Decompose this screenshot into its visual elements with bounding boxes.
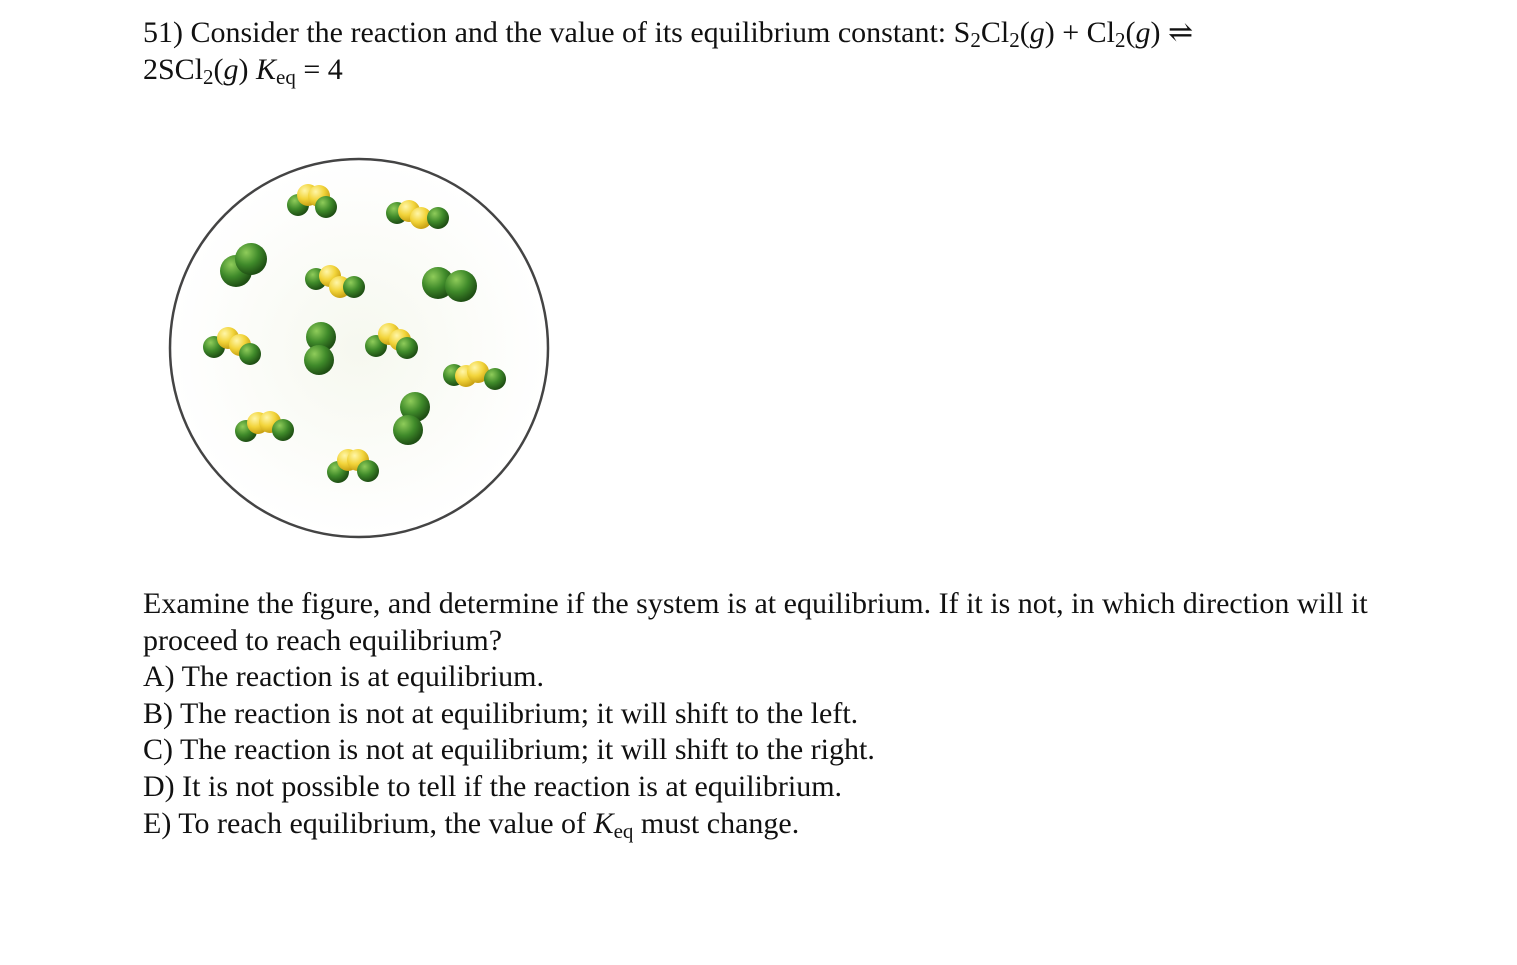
answer-option-a[interactable]: A) The reaction is at equilibrium. xyxy=(143,660,545,694)
question-number: 51) xyxy=(143,16,183,49)
answer-option-e[interactable]: E) To reach equilibrium, the value of $K_{eq}$ must change. xyxy=(143,806,800,843)
product-scl2: 2SCl$_2$(g) xyxy=(143,53,249,89)
keq-expression: $K_{eq} = 4$ xyxy=(256,53,343,89)
plus-sign: + xyxy=(1062,16,1080,49)
cl2-molecule xyxy=(422,267,477,302)
molecule-diagram-svg xyxy=(168,155,550,539)
equilibrium-arrow: ⇌ xyxy=(1167,16,1194,49)
reactant-s2cl2: $S_2Cl_2(g)$ xyxy=(953,16,1055,52)
question-line-1 xyxy=(143,14,1443,51)
question-line-2 xyxy=(143,51,1443,88)
reactant-cl2: $Cl_2(g)$ xyxy=(1086,16,1161,52)
answer-block xyxy=(143,586,1443,842)
molecule-diagram xyxy=(168,155,550,539)
answer-option-c[interactable]: C) The reaction is not at equilibrium; it will shift to the right. xyxy=(143,733,875,767)
question-intro: Consider the reaction and the value of its equilibrium constant: xyxy=(190,16,947,49)
question-stem xyxy=(143,14,1443,88)
answer-option-d[interactable]: D) It is not possible to tell if the reaction is at equilibrium. xyxy=(143,769,843,803)
question-prompt: Examine the figure, and determine if the system is at equilibrium. If it is not, in which direction will it proceed to reach equilibrium? xyxy=(143,587,1368,657)
answer-option-b[interactable]: B) The reaction is not at equilibrium; it will shift to the left. xyxy=(143,696,859,730)
